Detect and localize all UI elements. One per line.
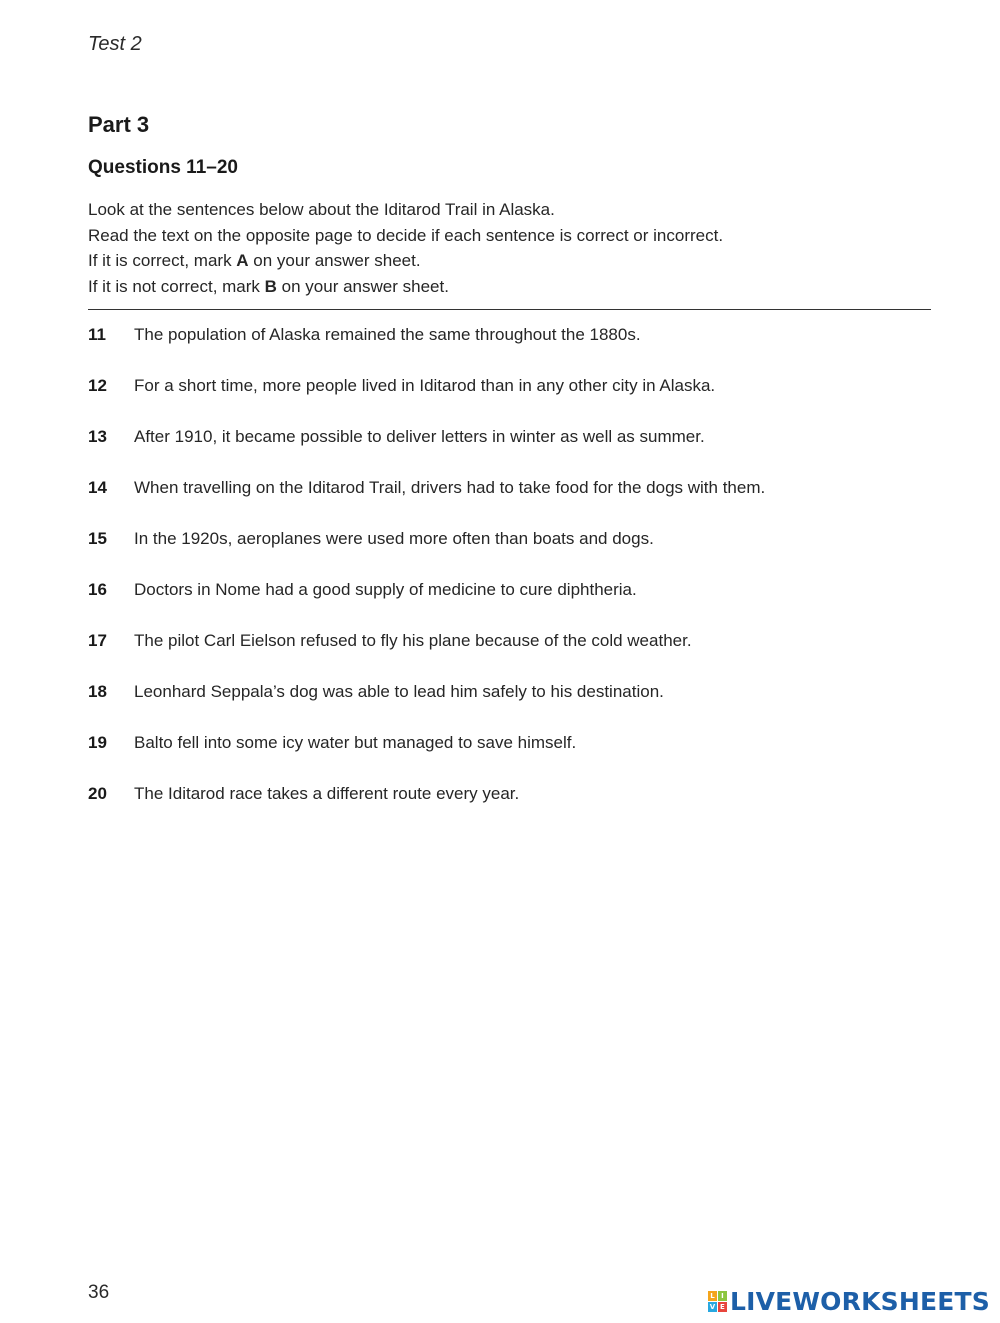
liveworksheets-brand[interactable]: [708, 1287, 990, 1316]
question-text: The Iditarod race takes a different route every year.: [134, 784, 520, 803]
instruction-line-3-start: If it is correct, mark: [88, 251, 237, 270]
question-item: [88, 425, 968, 476]
question-number: 11: [88, 325, 106, 344]
question-text: For a short time, more people lived in Iditarod than in any other city in Alaska.: [134, 376, 716, 395]
page-number: 36: [88, 1282, 110, 1303]
question-item: [88, 527, 968, 578]
divider-rule: [88, 309, 931, 310]
question-text: The pilot Carl Eielson refused to fly his plane because of the cold weather.: [134, 631, 692, 650]
instruction-line-3: [88, 248, 948, 274]
question-text: After 1910, it became possible to deliver letters in winter as well as summer.: [134, 427, 705, 446]
logo-tile-i: I: [718, 1291, 727, 1301]
instruction-line-2: Read the text on the opposite page to decide if each sentence is correct or incorrect.: [88, 225, 724, 245]
questions-title: Questions 11–20: [88, 157, 238, 178]
question-list: [88, 323, 968, 833]
question-number: 18: [88, 682, 107, 701]
instruction-line-3-end: on your answer sheet.: [248, 251, 421, 270]
question-number: 13: [88, 427, 107, 446]
answer-key-a: A: [236, 251, 249, 270]
question-text: In the 1920s, aeroplanes were used more often than boats and dogs.: [134, 529, 654, 548]
question-number: 16: [88, 580, 107, 599]
instruction-line-4-end: on your answer sheet.: [276, 276, 449, 296]
liveworksheets-logo-icon: [708, 1291, 727, 1312]
instructions: [88, 197, 948, 299]
question-item: [88, 323, 968, 374]
question-number: 19: [88, 733, 107, 752]
question-number: 14: [88, 478, 107, 497]
question-number: 17: [88, 631, 107, 650]
logo-tile-l: L: [708, 1291, 717, 1301]
logo-tile-e: E: [718, 1302, 727, 1312]
question-text: Doctors in Nome had a good supply of medicine to cure diphtheria.: [134, 580, 637, 599]
part-title: Part 3: [88, 112, 150, 137]
instruction-line-4-start: If it is not correct, mark: [88, 276, 265, 296]
question-number: 12: [88, 376, 107, 395]
question-text: When travelling on the Iditarod Trail, drivers had to take food for the dogs with them.: [134, 478, 766, 497]
question-item: [88, 476, 968, 527]
question-number: 15: [88, 529, 107, 548]
question-number: 20: [88, 784, 107, 803]
question-text: Balto fell into some icy water but managed to save himself.: [134, 733, 577, 752]
answer-key-b: B: [264, 276, 277, 296]
question-text: Leonhard Seppala’s dog was able to lead him safely to his destination.: [134, 682, 664, 701]
instruction-line-1: Look at the sentences below about the Iditarod Trail in Alaska.: [88, 200, 555, 219]
question-item: [88, 731, 968, 782]
logo-tile-v: V: [709, 1303, 716, 1311]
question-item: [88, 782, 968, 833]
instruction-line-4: [88, 274, 948, 300]
running-head: Test 2: [88, 33, 142, 55]
question-item: [88, 578, 968, 629]
question-item: [88, 374, 968, 425]
question-text: The population of Alaska remained the same throughout the 1880s.: [134, 325, 641, 344]
liveworksheets-wordmark: LIVEWORKSHEETS: [729, 1287, 990, 1316]
question-item: [88, 629, 968, 680]
question-item: [88, 680, 968, 731]
